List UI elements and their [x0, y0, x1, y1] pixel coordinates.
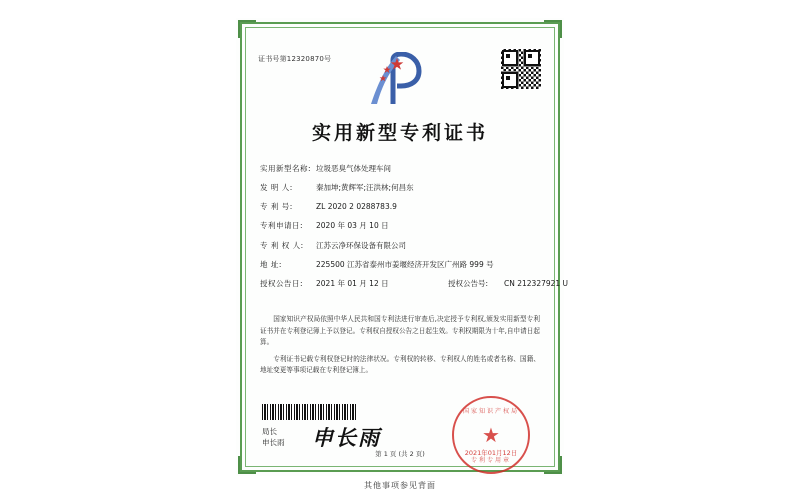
- field-value: ZL 2020 2 0288783.9: [316, 202, 397, 212]
- signature-label-name: 申长雨: [262, 438, 285, 448]
- field-value: 225500 江苏省泰州市姜堰经济开发区广州路 999 号: [316, 259, 494, 269]
- seal-text-top: 国家知识产权局: [462, 408, 519, 415]
- qr-eye-top-right: [524, 50, 540, 66]
- signature-label-title: 局长: [262, 427, 277, 436]
- field-list: [260, 164, 569, 298]
- qr-eye-top-left: [502, 50, 518, 66]
- field-label-grant-number: 授权公告号:: [448, 278, 489, 288]
- field-row-application-date: [260, 221, 540, 231]
- field-value: 江苏云净环保设备有限公司: [316, 240, 406, 250]
- field-label: 发 明 人:: [260, 183, 293, 193]
- qr-eye-bottom-left: [502, 72, 518, 88]
- seal-date: 2021年01月12日: [464, 449, 518, 457]
- page-number-footer: 第 1 页 (共 2 页): [375, 450, 425, 458]
- document-caption: 其他事项参见背面: [364, 481, 436, 490]
- patent-certificate: [236, 18, 569, 476]
- field-value-grant-number: CN 212327921 U: [504, 278, 569, 288]
- legal-paragraph-2: 专利证书记载专利权登记时的法律状况。专利权的转移、专利权人的姓名或者名称、国籍、地址变更等事项记载在专利登记簿上。: [260, 354, 540, 375]
- signature-handwriting: 申长雨: [312, 425, 381, 450]
- seal-star-icon: ★: [482, 423, 500, 447]
- field-value: 垃圾恶臭气体处理车间: [316, 164, 391, 173]
- field-label-grant-date: 授权公告日:: [260, 278, 304, 288]
- corner-ornament-top-right: [544, 20, 562, 38]
- field-row-utility-model-name: [260, 164, 540, 174]
- corner-ornament-top-left: [238, 20, 256, 38]
- field-value-grant-date: 2021 年 01 月 12 日: [316, 278, 389, 288]
- field-row-patent-number: [260, 202, 540, 212]
- qr-code-icon: [500, 48, 542, 90]
- field-label: 专 利 权 人:: [260, 240, 304, 250]
- field-row-address: [260, 260, 540, 270]
- legal-body-text: [260, 314, 540, 382]
- field-value: 秦加坤;黄辉军;汪洪林;何昌东: [316, 183, 414, 193]
- legal-paragraph-1: 国家知识产权局依照中华人民共和国专利法进行审查后,决定授予专利权,颁发实用新型专利证书并在专利登记簿上予以登记。专利权自授权公告之日起生效。专利权期限为十年,自申请日起算。: [260, 315, 540, 347]
- certificate-number: 证书号第12320870号: [258, 55, 332, 63]
- field-label: 地 址:: [260, 259, 282, 269]
- field-label: 实用新型名称:: [260, 164, 312, 173]
- signature-label: [262, 426, 285, 449]
- field-label: 专 利 号:: [260, 202, 293, 212]
- patent-emblem-icon: [363, 52, 437, 106]
- official-seal: [452, 396, 530, 474]
- seal-text-bottom: 专利专用章: [470, 457, 511, 464]
- corner-ornament-bottom-right: [544, 456, 562, 474]
- field-label: 专利申请日:: [260, 221, 304, 231]
- barcode-icon: [262, 404, 358, 420]
- field-row-inventors: [260, 183, 540, 193]
- field-row-patentee: [260, 241, 540, 251]
- field-row-grant-announcement: [260, 278, 569, 289]
- page-title: 实用新型专利证书: [311, 122, 488, 144]
- corner-ornament-bottom-left: [238, 456, 256, 474]
- field-value: 2020 年 03 月 10 日: [316, 221, 389, 231]
